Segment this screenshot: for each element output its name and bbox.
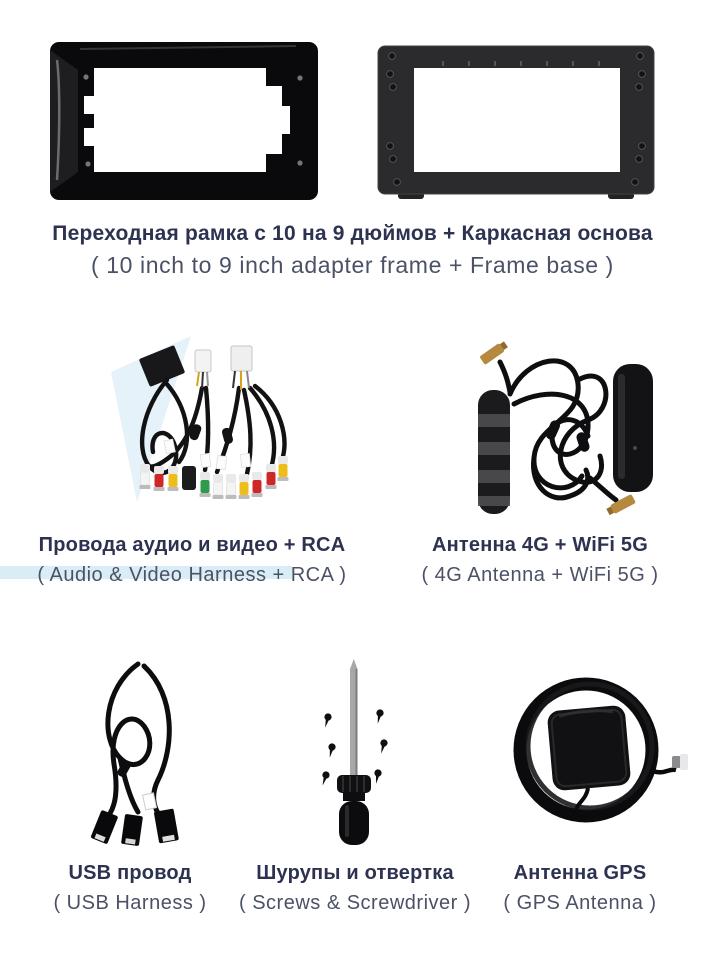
usb-title-ru: USB провод — [68, 862, 192, 884]
frames-title-en: ( 10 inch to 9 inch adapter frame + Frame base ) — [91, 252, 614, 278]
usb-title-en: ( USB Harness ) — [53, 892, 207, 914]
av-harness-image — [105, 328, 305, 520]
gps-antenna-image — [492, 652, 690, 848]
frames-title-ru: Переходная рамка с 10 на 9 дюймов + Каркасная основа — [52, 222, 653, 245]
antenna-4g-title-en: ( 4G Antenna + WiFi 5G ) — [421, 564, 659, 586]
gps-title-ru: Антенна GPS — [513, 862, 647, 884]
adapter-frame-image — [48, 40, 320, 202]
harness-title-ru: Провода аудио и видео + RCA — [38, 534, 346, 556]
antenna-4g-image — [470, 328, 655, 520]
screwdriver-screws-image — [282, 655, 434, 851]
usb-harness-image — [60, 652, 230, 850]
harness-title-en: ( Audio & Video Harness + RCA ) — [37, 564, 347, 586]
screws-title-en: ( Screws & Screwdriver ) — [238, 892, 472, 914]
frame-base-image — [376, 42, 656, 200]
gps-title-en: ( GPS Antenna ) — [503, 892, 657, 914]
screws-title-ru: Шурупы и отвертка — [256, 862, 454, 884]
antenna-4g-title-ru: Антенна 4G + WiFi 5G — [431, 534, 649, 556]
